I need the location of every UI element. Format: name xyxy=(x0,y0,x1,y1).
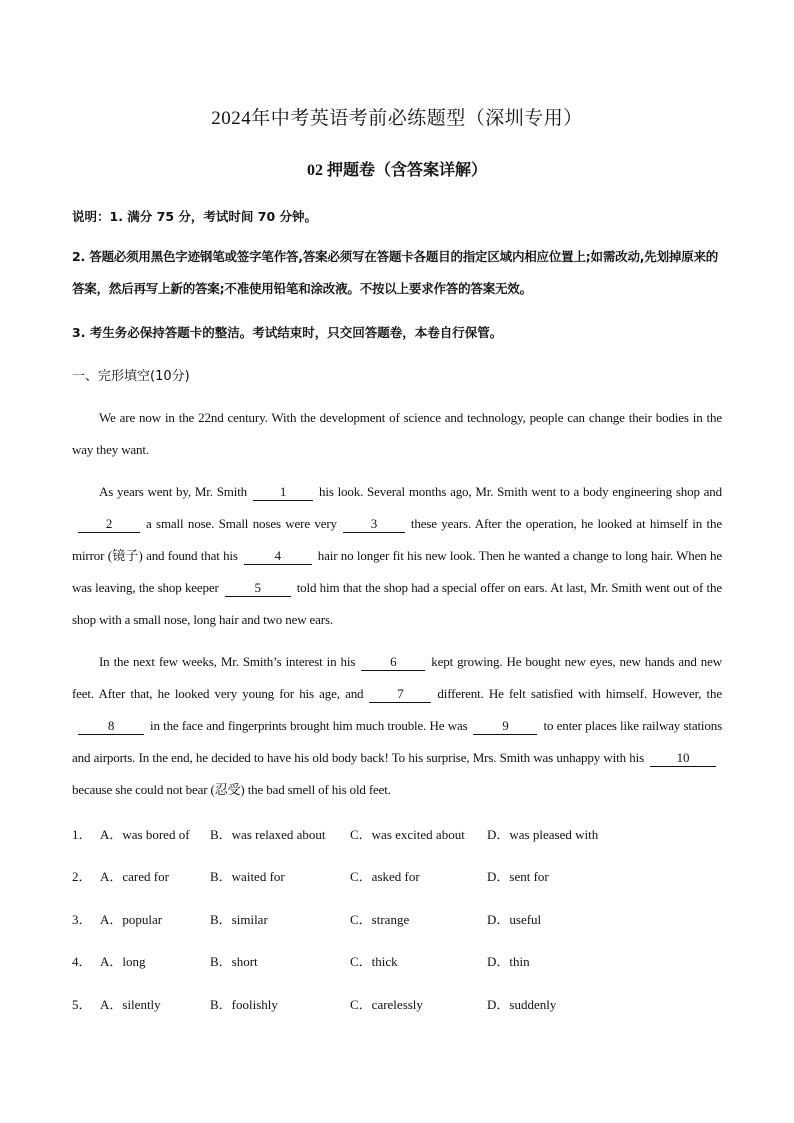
blank-10: 10 xyxy=(650,750,716,767)
passage-text: told him that the shop had a special offer on ears. At last, Mr. Smith went out of the shop with a small nose, long hair and two new ears. xyxy=(72,580,722,627)
passage-text: to enter places like railway stations and airports. In the end, he decided to have his old body back! To his surprise, Mrs. Smith was unhappy with his xyxy=(72,718,722,765)
question-number: 4． xyxy=(72,954,92,969)
passage-text: hair no longer fit his new look. Then he wanted a change to long hair. When he was leaving, the shop keeper xyxy=(72,548,722,595)
passage-text: kept growing. He bought new eyes, new hands and new feet. After that, he looked very young for his age, and xyxy=(72,654,722,701)
passage-text: these years. After the operation, he looked at himself in the mirror (镜子) and found that his xyxy=(72,516,722,563)
question-3 xyxy=(72,909,732,931)
blank-3: 3 xyxy=(343,516,405,533)
passage-text: a small nose. Small noses were very xyxy=(146,516,337,531)
blank-1: 1 xyxy=(253,484,313,501)
option-d: D．thin xyxy=(487,954,530,969)
question-number: 2． xyxy=(72,869,92,884)
option-d: D．suddenly xyxy=(487,997,557,1012)
passage-paragraph-1: We are now in the 22nd century. With the development of science and technology, people can change their bodies in the way they want. xyxy=(72,410,722,457)
option-d: D．was pleased with xyxy=(487,827,599,842)
question-number: 1． xyxy=(72,827,92,842)
question-4 xyxy=(72,951,732,973)
passage-paragraph-3 xyxy=(72,646,722,806)
blank-5: 5 xyxy=(225,580,291,597)
blank-6: 6 xyxy=(361,654,425,671)
passage-paragraph-2 xyxy=(72,476,722,636)
option-d: D．sent for xyxy=(487,869,549,884)
blank-9: 9 xyxy=(473,718,537,735)
passage-text: In the next few weeks, Mr. Smith’s interest in his xyxy=(99,654,356,669)
blank-2: 2 xyxy=(78,516,140,533)
option-a: A．silently xyxy=(100,997,161,1012)
option-b: B．waited for xyxy=(210,869,285,884)
option-b: B．foolishly xyxy=(210,997,278,1012)
passage-text: his look. Several months ago, Mr. Smith went to a body engineering shop and xyxy=(319,484,722,499)
section-heading: 一、完形填空(10分) xyxy=(72,369,190,384)
blank-7: 7 xyxy=(369,686,431,703)
passage-text: because she could not bear (忍受) the bad smell of his old feet. xyxy=(72,782,391,797)
passage-text: different. He felt satisfied with himself. However, the xyxy=(437,686,722,701)
option-a: A．cared for xyxy=(100,869,169,884)
option-b: B．was relaxed about xyxy=(210,827,326,842)
option-a: A．long xyxy=(100,954,146,969)
option-a: A．popular xyxy=(100,912,163,927)
question-5 xyxy=(72,994,732,1016)
option-c: C．strange xyxy=(350,912,410,927)
option-c: C．thick xyxy=(350,954,398,969)
passage-text: As years went by, Mr. Smith xyxy=(99,484,248,499)
instruction-3: 3. 考生务必保持答题卡的整洁。考试结束时，只交回答题卷，本卷自行保管。 xyxy=(72,325,503,340)
blank-8: 8 xyxy=(78,718,144,735)
instruction-2: 2. 答题必须用黑色字迹钢笔或签字笔作答,答案必须写在答题卡各题目的指定区域内相应位置上;如需改动,先划掉原来的答案，然后再写上新的答案;不准使用铅笔和涂改液。不按以上要求作答的答案无效。 xyxy=(72,249,719,296)
passage-text: in the face and fingerprints brought him much trouble. He was xyxy=(150,718,468,733)
question-2 xyxy=(72,866,732,888)
option-c: C．carelessly xyxy=(350,997,423,1012)
option-b: B．short xyxy=(210,954,258,969)
page-title: 2024年中考英语考前必练题型（深圳专用） xyxy=(211,108,583,129)
blank-4: 4 xyxy=(244,548,312,565)
option-c: C．asked for xyxy=(350,869,420,884)
option-a: A．was bored of xyxy=(100,827,190,842)
instruction-1: 说明：1. 满分 75 分，考试时间 70 分钟。 xyxy=(72,209,317,224)
page-subtitle: 02 押题卷（含答案详解） xyxy=(306,162,487,179)
option-d: D．useful xyxy=(487,912,542,927)
question-number: 5． xyxy=(72,997,92,1012)
option-c: C．was excited about xyxy=(350,827,465,842)
question-number: 3． xyxy=(72,912,92,927)
option-b: B．similar xyxy=(210,912,268,927)
question-1 xyxy=(72,824,732,846)
